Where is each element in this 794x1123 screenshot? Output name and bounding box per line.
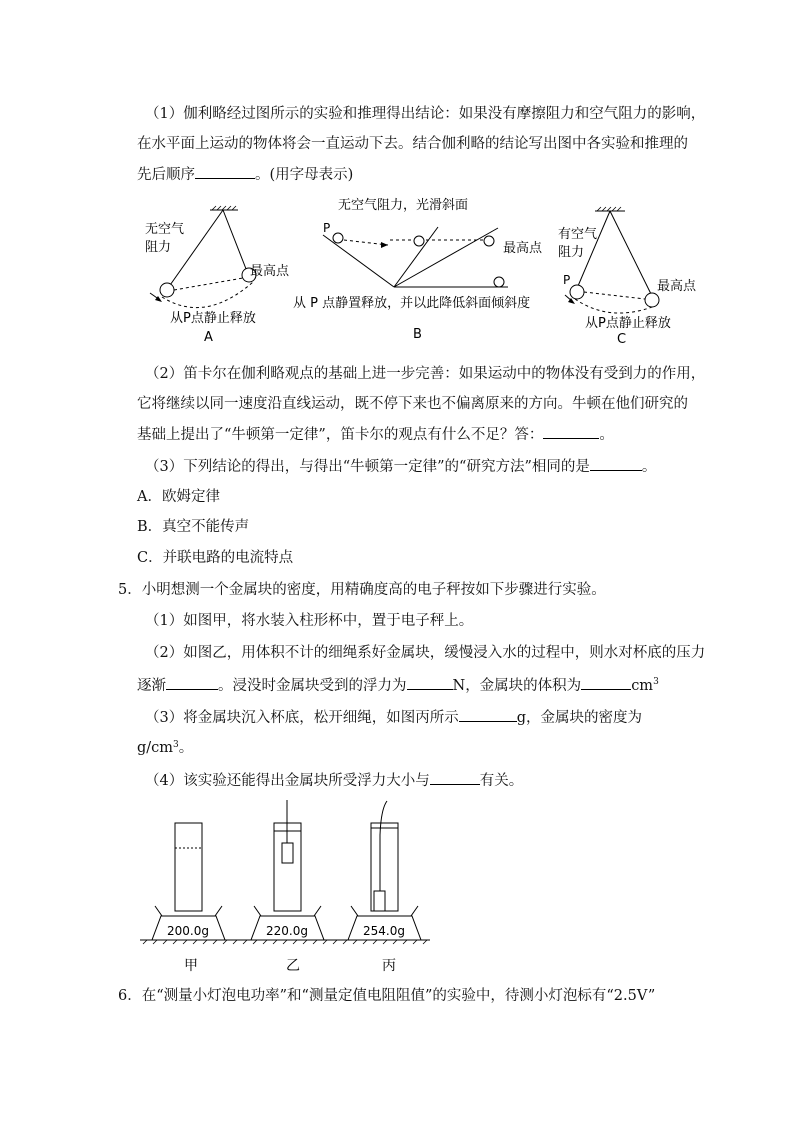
scale-yi bbox=[251, 800, 324, 940]
option-b: B．真空不能传声 bbox=[137, 519, 250, 535]
fig-b-title: 无空气阻力，光滑斜面 bbox=[338, 198, 469, 213]
q5-step2-line1: （2）如图乙，用体积不计的细绳系好金属块，缓慢浸入水的过程中，则水对杯底的压力 bbox=[145, 645, 706, 661]
answer-blank[interactable] bbox=[581, 675, 631, 690]
q5-step2-unit-exp: 3 bbox=[653, 677, 659, 687]
q4-part2-line2: 它将继续以同一速度沿直线运动，既不停下来也不偏离原来的方向。牛顿在他们研究的 bbox=[137, 396, 688, 412]
q4-part1-line3-end: 。(用字母表示) bbox=[255, 167, 354, 183]
q4-part3-end: 。 bbox=[641, 459, 657, 475]
scale-reading-yi: 220.0g bbox=[266, 924, 308, 938]
answer-blank[interactable] bbox=[543, 424, 599, 439]
fig-b-ball-gentle bbox=[484, 236, 494, 246]
q4-part2-line3-text: 基础上提出了“牛顿第一定律”，笛卡尔的观点有什么不足？答： bbox=[137, 427, 544, 443]
q5-step4 bbox=[145, 770, 523, 791]
q5-step4-text-b: 有关。 bbox=[479, 773, 524, 789]
answer-blank[interactable] bbox=[166, 675, 218, 690]
answer-blank[interactable] bbox=[459, 707, 517, 722]
q4-part1-line1: （1）伽利略经过图所示的实验和推理得出结论：如果没有摩擦阻力和空气阻力的影响， bbox=[145, 106, 706, 122]
fig-b-ball-start bbox=[333, 233, 343, 243]
scale-reading-bing: 254.0g bbox=[363, 924, 405, 938]
q5-step2-text-c: N，金属块的体积为 bbox=[452, 678, 582, 694]
fig-c-release-label: 从P点静止释放 bbox=[585, 316, 671, 331]
q5-step2-text-b: 。浸没时金属块受到的浮力为 bbox=[218, 678, 407, 694]
option-c: C．并联电路的电流特点 bbox=[137, 550, 294, 566]
scale-label-bing: 丙 bbox=[382, 958, 396, 974]
fig-b-top-label: 最高点 bbox=[503, 241, 543, 256]
cup-jia bbox=[175, 823, 202, 911]
electronic-scale-figure bbox=[135, 795, 435, 975]
q6-stem: 6．在“测量小灯泡电功率”和“测量定值电阻阻值”的实验中，待测小灯泡标有“2.5V” bbox=[118, 988, 656, 1004]
q5-step2-text-a: 逐渐 bbox=[137, 678, 166, 694]
answer-blank[interactable] bbox=[407, 675, 453, 690]
q5-step3-unit-exp: 3 bbox=[173, 740, 179, 750]
scale-reading-jia: 200.0g bbox=[167, 924, 209, 938]
q4-part1-line3-text: 先后顺序 bbox=[137, 167, 195, 183]
fig-b-label: B bbox=[413, 327, 422, 342]
q4-part1-line2: 在水平面上运动的物体将会一直运动下去。结合伽利略的结论写出图中各实验和推理的 bbox=[137, 136, 688, 152]
q4-part3 bbox=[145, 456, 656, 477]
q5-step3-unit: g/cm bbox=[137, 740, 174, 756]
incline-figure-b bbox=[288, 193, 558, 345]
pendulum-ball-a-left bbox=[160, 283, 174, 297]
q5-step1: （1）如图甲，将水装入柱形杯中，置于电子秤上。 bbox=[145, 613, 474, 629]
fig-c-p-label: P bbox=[563, 273, 571, 287]
pendulum-figure-c bbox=[555, 198, 710, 348]
q5-step2-line2 bbox=[137, 675, 659, 696]
fig-c-air-label: 有空气 bbox=[558, 227, 598, 242]
fig-c-top-label: 最高点 bbox=[657, 279, 697, 294]
q5-step2-unit: cm bbox=[631, 678, 654, 694]
fig-a-air-label: 无空气 bbox=[145, 222, 185, 237]
fig-c-resist-label: 阻力 bbox=[558, 245, 585, 260]
scale-label-yi: 乙 bbox=[286, 958, 300, 974]
scale-bing bbox=[348, 801, 421, 940]
q4-part2-line3 bbox=[137, 424, 614, 445]
fig-c-label: C bbox=[617, 332, 627, 347]
fig-b-note: 从 P 点静置释放，并以此降低斜面倾斜度 bbox=[293, 296, 531, 311]
q5-step3-line2 bbox=[137, 738, 193, 758]
q4-part3-text: （3）下列结论的得出，与得出“牛顿第一定律”的“研究方法”相同的是 bbox=[145, 459, 590, 475]
pendulum-ball-c-left bbox=[570, 285, 584, 299]
q5-step3-text-b: g，金属块的密度为 bbox=[516, 710, 643, 726]
answer-blank[interactable] bbox=[430, 770, 480, 785]
scale-jia bbox=[152, 823, 225, 940]
option-a: A．欧姆定律 bbox=[137, 489, 220, 505]
scale-label-jia: 甲 bbox=[184, 958, 198, 974]
q5-step3-end: 。 bbox=[178, 740, 194, 756]
pendulum-ball-c-right bbox=[645, 293, 659, 307]
fig-a-top-label: 最高点 bbox=[250, 264, 290, 279]
q4-part1-line3 bbox=[137, 164, 353, 185]
q5-step3-text-a: （3）将金属块沉入杯底，松开细绳，如图丙所示 bbox=[145, 710, 459, 726]
fig-a-release-label: 从P点静止释放 bbox=[170, 311, 256, 326]
q5-stem: 5．小明想测一个金属块的密度，用精确度高的电子秤按如下步骤进行实验。 bbox=[118, 582, 606, 598]
fig-b-p-label: P bbox=[323, 221, 331, 235]
answer-blank[interactable] bbox=[590, 456, 642, 471]
fig-b-ball-steep bbox=[414, 236, 424, 246]
fig-a-resist-label: 阻力 bbox=[145, 240, 172, 255]
q4-part2-line1: （2）笛卡尔在伽利略观点的基础上进一步完善：如果运动中的物体没有受到力的作用， bbox=[145, 366, 706, 382]
metal-block-bing bbox=[374, 891, 385, 911]
answer-blank[interactable] bbox=[195, 164, 255, 179]
q4-part2-line3-end: 。 bbox=[599, 427, 614, 443]
q5-step3-line1 bbox=[145, 707, 642, 728]
fig-a-label: A bbox=[204, 330, 213, 345]
q5-step4-text-a: （4）该实验还能得出金属块所受浮力大小与 bbox=[145, 773, 430, 789]
metal-block-yi bbox=[282, 843, 293, 863]
fig-b-ball-flat bbox=[494, 277, 504, 287]
